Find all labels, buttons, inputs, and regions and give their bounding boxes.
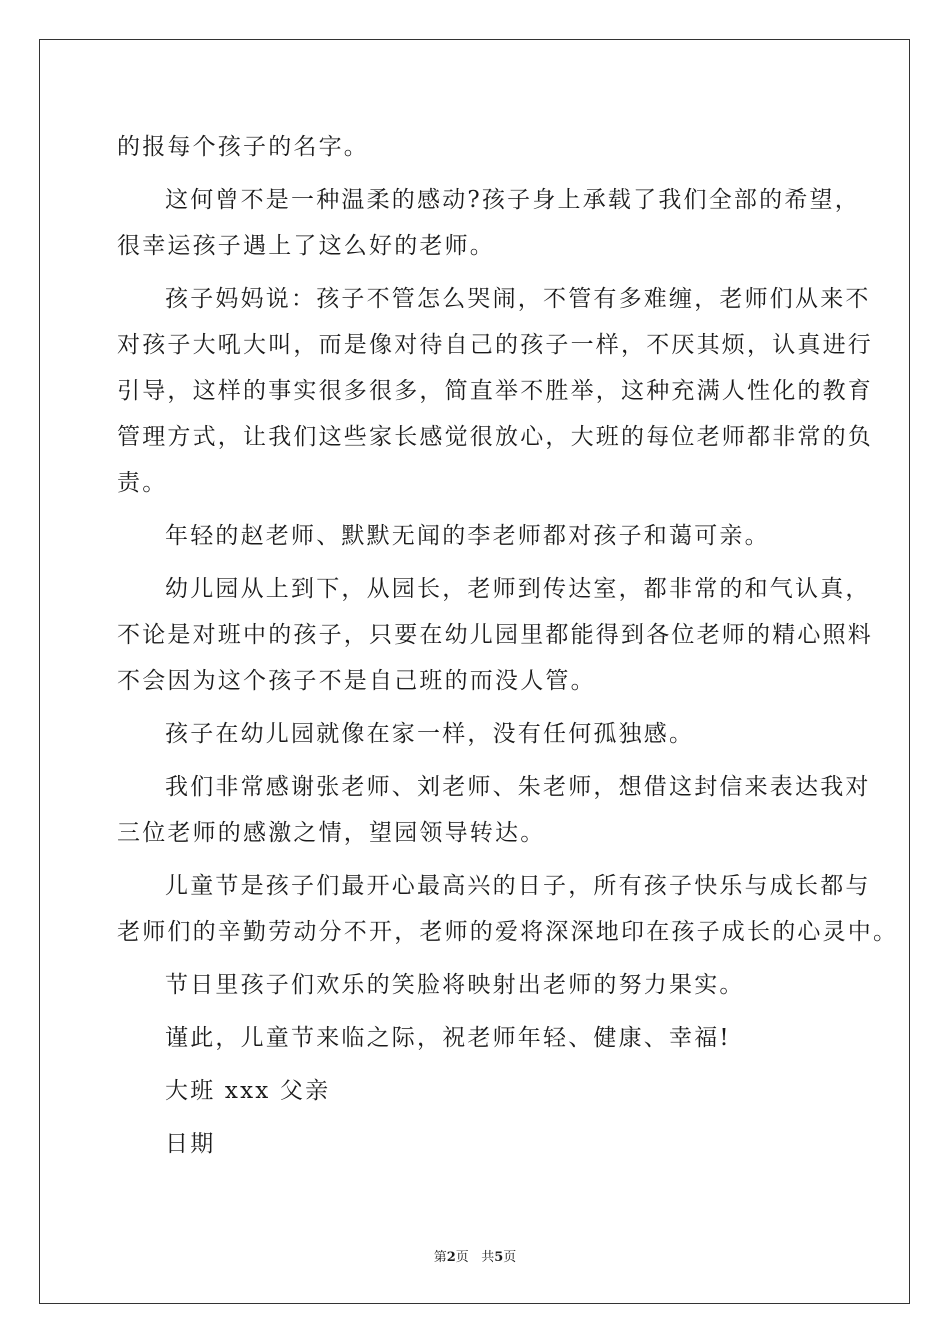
letter-line: 不会因为这个孩子不是自己班的而没人管。 [117, 668, 596, 694]
current-page-number: 2 [446, 1250, 456, 1265]
footer-total-prefix: 共 [481, 1250, 495, 1265]
footer-page-suffix: 页 [455, 1250, 469, 1265]
letter-line: 我们非常感谢张老师、刘老师、朱老师，想借这封信来表达我对 [165, 774, 871, 800]
letter-line: 老师们的辛勤劳动分不开，老师的爱将深深地印在孩子成长的心灵中。 [117, 919, 899, 945]
signature-line: 大班 xxx 父亲 [165, 1078, 331, 1104]
letter-line: 儿童节是孩子们最开心最高兴的日子，所有孩子快乐与成长都与 [165, 873, 871, 899]
total-page-number: 5 [494, 1250, 504, 1265]
letter-line: 三位老师的感激之情，望园领导转达。 [117, 820, 546, 846]
letter-line: 对孩子大吼大叫，而是像对待自己的孩子一样，不厌其烦，认真进行 [117, 332, 873, 358]
letter-line: 年轻的赵老师、默默无闻的李老师都对孩子和蔼可亲。 [165, 523, 770, 549]
letter-line: 谨此，儿童节来临之际，祝老师年轻、健康、幸福! [165, 1025, 731, 1051]
page-footer [0, 1246, 950, 1265]
letter-line: 很幸运孩子遇上了这么好的老师。 [117, 233, 495, 259]
letter-line: 管理方式，让我们这些家长感觉很放心，大班的每位老师都非常的负 [117, 424, 873, 450]
letter-line: 节日里孩子们欢乐的笑脸将映射出老师的努力果实。 [165, 972, 745, 998]
date-line: 日期 [165, 1131, 216, 1157]
letter-line: 孩子妈妈说：孩子不管怎么哭闹，不管有多难缠，老师们从来不 [165, 286, 871, 312]
letter-line: 不论是对班中的孩子，只要在幼儿园里都能得到各位老师的精心照料 [117, 622, 873, 648]
letter-line: 引导，这样的事实很多很多，简直举不胜举，这种充满人性化的教育 [117, 378, 873, 404]
letter-line: 的报每个孩子的名字。 [117, 134, 369, 160]
footer-total-suffix: 页 [503, 1250, 517, 1265]
letter-line: 责。 [117, 470, 168, 496]
letter-body [117, 124, 899, 1167]
letter-line: 孩子在幼儿园就像在家一样，没有任何孤独感。 [165, 721, 695, 747]
letter-line: 这何曾不是一种温柔的感动?孩子身上承载了我们全部的希望， [165, 187, 860, 213]
letter-line: 幼儿园从上到下，从园长，老师到传达室，都非常的和气认真， [165, 576, 871, 602]
footer-prefix: 第 [433, 1250, 447, 1265]
